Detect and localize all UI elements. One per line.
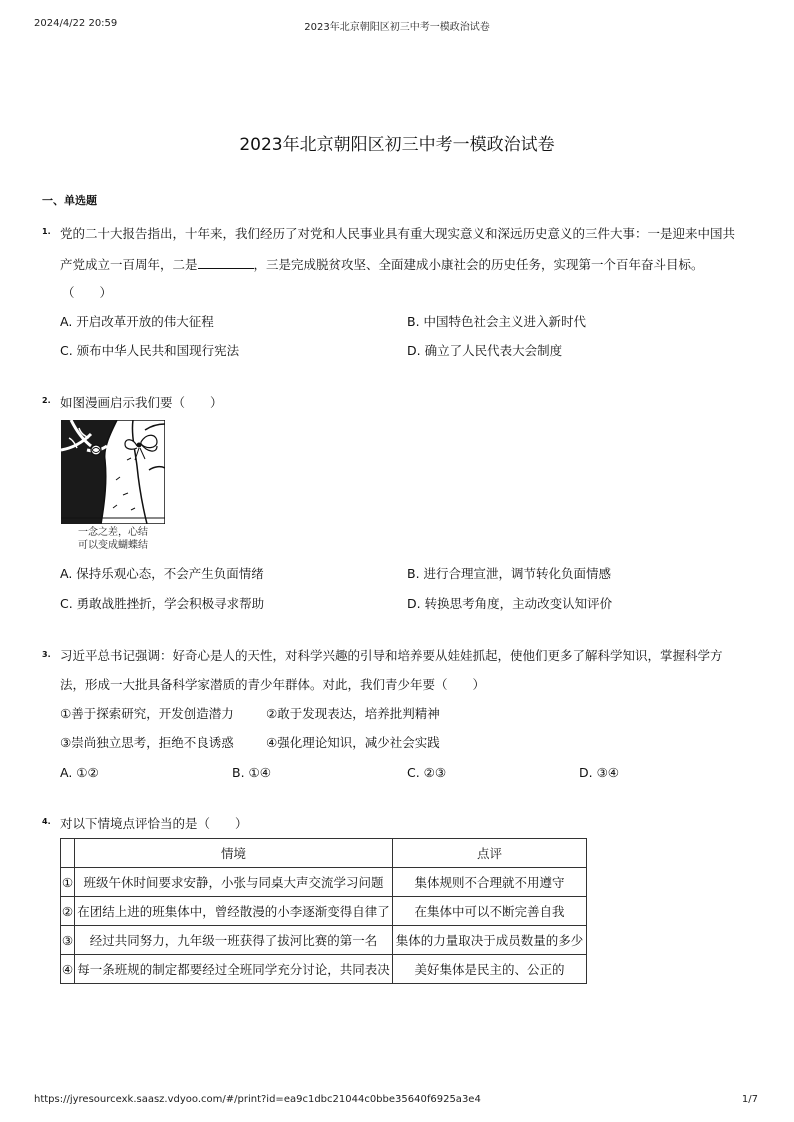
row-number: ③ [61, 926, 75, 955]
scene-cell: 每一条班规的制定都要经过全班同学充分讨论，共同表决 [75, 955, 393, 984]
review-cell: 集体的力量取决于成员数量的多少 [393, 926, 587, 955]
q2-option-a[interactable]: A. 保持乐观心态，不会产生负面情绪 [60, 566, 264, 581]
question-number: 4. [42, 817, 51, 826]
answer-blank [198, 256, 254, 269]
answer-paren: （ ） [62, 285, 113, 300]
q3-option-d[interactable]: D. ③④ [579, 765, 619, 780]
q1-option-d[interactable]: D. 确立了人民代表大会制度 [407, 343, 563, 358]
q4-stem: 对以下情境点评恰当的是（ ） [60, 816, 248, 831]
q1-option-c[interactable]: C. 颁布中华人民共和国现行宪法 [60, 343, 240, 358]
q2-option-c[interactable]: C. 勇敢战胜挫折，学会积极寻求帮助 [60, 596, 265, 611]
q3-option-c[interactable]: C. ②③ [407, 765, 447, 780]
q1-stem-line2b: ，三是完成脱贫攻坚、全面建成小康社会的历史任务，实现第一个百年奋斗目标。 [253, 257, 704, 272]
q3-option-b[interactable]: B. ①④ [232, 765, 271, 780]
table-header-cell: 情境 [75, 839, 393, 868]
table-header-row [61, 839, 587, 868]
q4-scenario-table [60, 838, 587, 984]
review-cell: 美好集体是民主的、公正的 [393, 955, 587, 984]
section-heading: 一、单选题 [42, 194, 97, 207]
question-number: 1. [42, 227, 51, 236]
q3-statement-1: ①善于探索研究，开发创造潜力 [60, 706, 234, 721]
q3-statement-4: ④强化理论知识，减少社会实践 [266, 735, 440, 750]
table-header-cell [61, 839, 75, 868]
q1-stem-line2 [60, 256, 704, 273]
print-url: https://jyresourcexk.saasz.vdyoo.com/#/print?id=ea9c1dbc21044c0bbe35640f6925a3e4 [34, 1094, 481, 1105]
q2-stem: 如图漫画启示我们要（ ） [60, 395, 223, 410]
review-cell: 在集体中可以不断完善自我 [393, 897, 587, 926]
review-cell: 集体规则不合理就不用遵守 [393, 868, 587, 897]
q3-statement-3: ③崇尚独立思考，拒绝不良诱惑 [60, 735, 234, 750]
question-number: 2. [42, 396, 51, 405]
page-number: 1/7 [741, 1094, 758, 1105]
table-row [61, 926, 587, 955]
row-number: ① [61, 868, 75, 897]
table-row [61, 955, 587, 984]
scene-cell: 班级午休时间要求安静，小张与同桌大声交流学习问题 [75, 868, 393, 897]
scene-cell: 经过共同努力，九年级一班获得了拔河比赛的第一名 [75, 926, 393, 955]
q1-option-b[interactable]: B. 中国特色社会主义进入新时代 [407, 314, 587, 329]
q1-stem-line2a: 产党成立一百周年，二是 [60, 257, 198, 272]
q2-option-b[interactable]: B. 进行合理宣泄，调节转化负面情感 [407, 566, 612, 581]
q2-option-d[interactable]: D. 转换思考角度，主动改变认知评价 [407, 596, 613, 611]
q3-statement-2: ②敢于发现表达，培养批判精神 [266, 706, 440, 721]
q1-stem-line1: 党的二十大报告指出，十年来，我们经历了对党和人民事业具有重大现实意义和深远历史意义的三件大事：一是迎来中国共 [60, 226, 736, 241]
print-datetime: 2024/4/22 20:59 [34, 18, 118, 29]
q1-option-a[interactable]: A. 开启改革开放的伟大征程 [60, 314, 214, 329]
row-number: ② [61, 897, 75, 926]
cartoon-caption-line1: 一念之差，心结 [78, 527, 148, 538]
q3-stem-line1: 习近平总书记强调：好奇心是人的天性，对科学兴趣的引导和培养要从娃娃抓起，使他们更多了解科学知识，掌握科学方 [60, 648, 723, 663]
table-row [61, 897, 587, 926]
row-number: ④ [61, 955, 75, 984]
q3-option-a[interactable]: A. ①② [60, 765, 99, 780]
q3-stem-line2: 法，形成一大批具备科学家潜质的青少年群体。对此，我们青少年要（ ） [60, 677, 486, 692]
scene-cell: 在团结上进的班集体中，曾经散漫的小李逐渐变得自律了 [75, 897, 393, 926]
cartoon-image [61, 420, 165, 524]
table-row [61, 868, 587, 897]
print-doc-title: 2023年北京朝阳区初三中考一模政治试卷 [304, 22, 490, 33]
cartoon-caption-line2: 可以变成蝴蝶结 [78, 540, 148, 551]
question-number: 3. [42, 650, 51, 659]
table-header-cell: 点评 [393, 839, 587, 868]
page-title: 2023年北京朝阳区初三中考一模政治试卷 [239, 135, 555, 155]
